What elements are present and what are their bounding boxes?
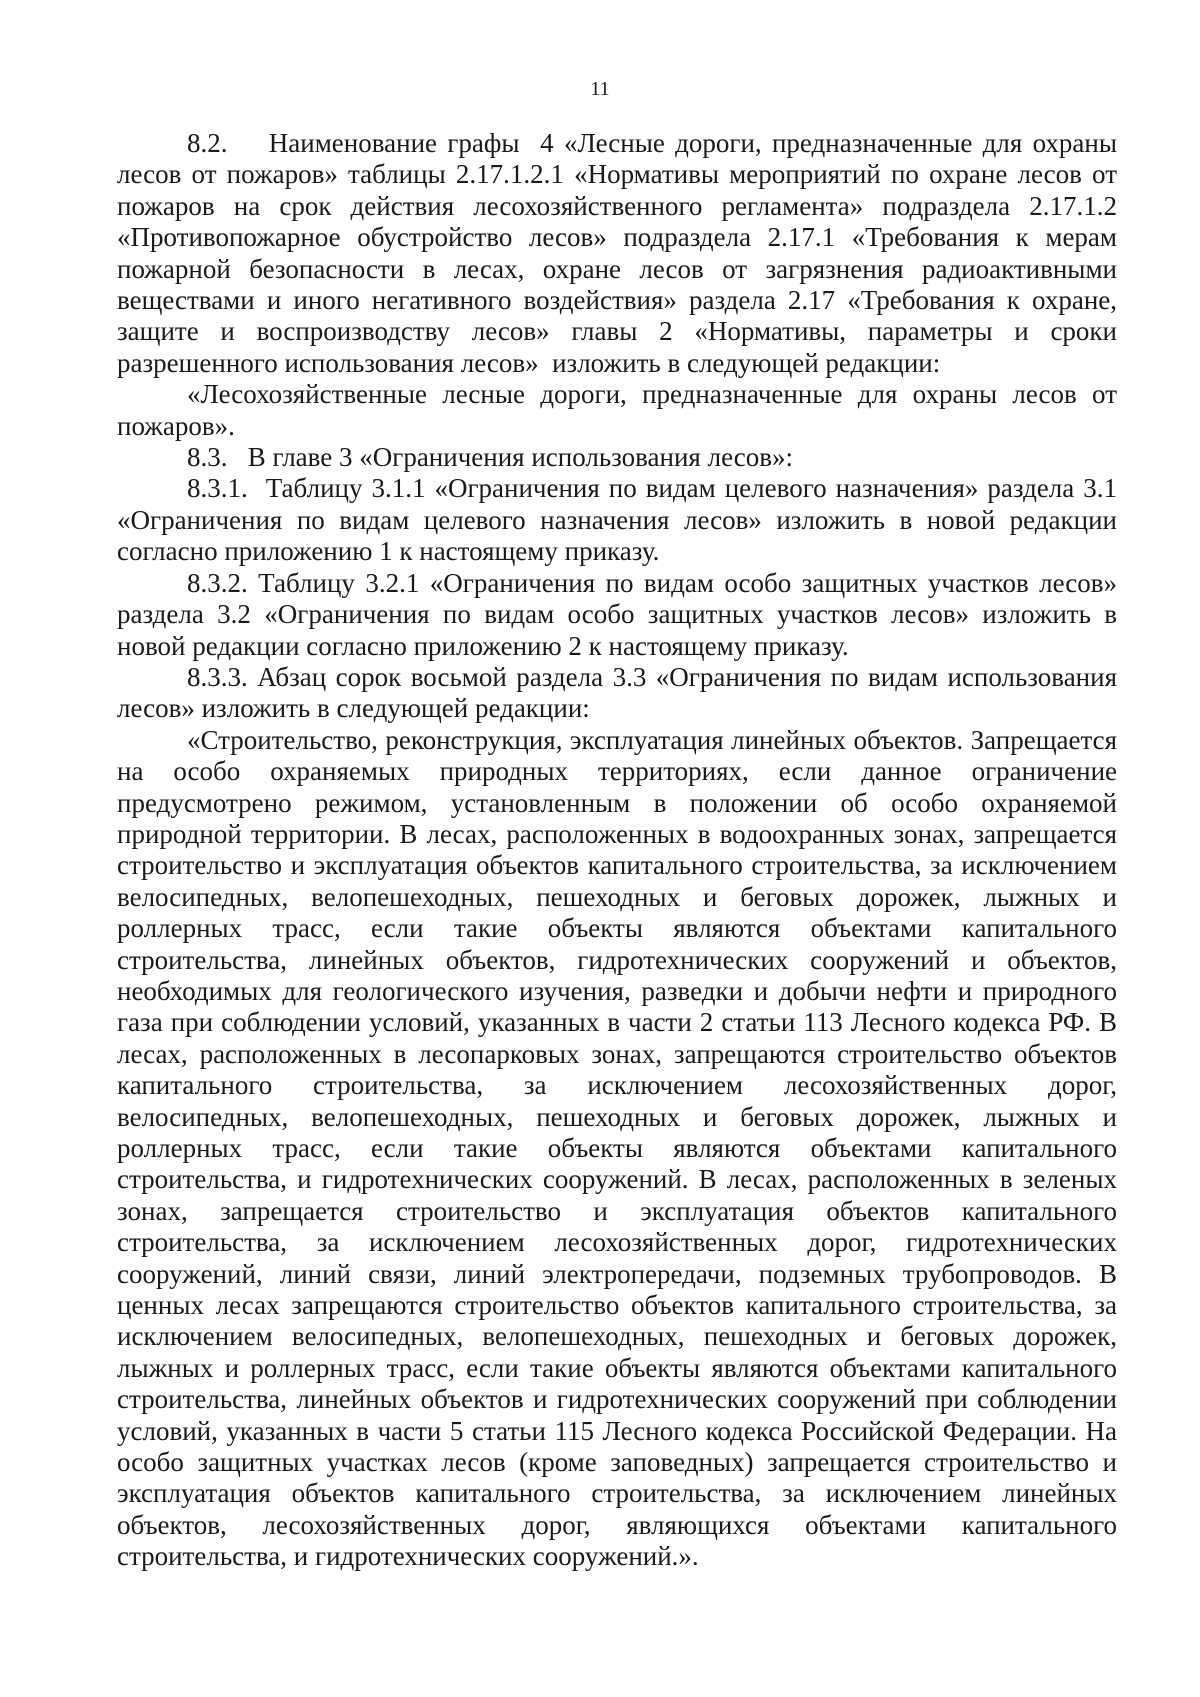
paragraph-8-3-3: 8.3.3. Абзац сорок восьмой раздела 3.3 «Ограничения по видам использования лесов» изложить в следующей редакции: — [117, 661, 1117, 724]
paragraph-8-3-2: 8.3.2. Таблицу 3.2.1 «Ограничения по видам особо защитных участков лесов» раздела 3.2 «Ограничения по видам особо защитных участков лесов» изложить в новой редакции согласно приложению 2 к настоящему приказу. — [117, 567, 1117, 661]
document-body — [117, 128, 1117, 1573]
paragraph-8-3-3-quote: «Строительство, реконструкция, эксплуатация линейных объектов. Запрещается на особо охраняемых природных территориях, если данное ограничение предусмотрено режимом, установленным в положении об особо охраняемой природной территории. В лесах, расположенных в водоохранных зонах, запрещается строительство и эксплуатация объектов капитального строительства, за исключением велосипедных, велопешеходных, пешеходных и беговых дорожек, лыжных и роллерных трасс, если такие объекты являются объектами капитального строительства, линейных объектов, гидротехнических сооружений и объектов, необходимых для геологического изучения, разведки и добычи нефти и природного газа при соблюдении условий, указанных в части 2 статьи 113 Лесного кодекса РФ. В лесах, расположенных в лесопарковых зонах, запрещаются строительство объектов капитального строительства, за исключением лесохозяйственных дорог, велосипедных, велопешеходных, пешеходных и беговых дорожек, лыжных и роллерных трасс, если такие объекты являются объектами капитального строительства, и гидротехнических сооружений. В лесах, расположенных в зеленых зонах, запрещается строительство и эксплуатация объектов капитального строительства, за исключением лесохозяйственных дорог, гидротехнических сооружений, линий связи, линий электропередачи, подземных трубопроводов. В ценных лесах запрещаются строительство объектов капитального строительства, за исключением велосипедных, велопешеходных, пешеходных и беговых дорожек, лыжных и роллерных трасс, если такие объекты являются объектами капитального строительства, линейных объектов и гидротехнических сооружений при соблюдении условий, указанных в части 5 статьи 115 Лесного кодекса Российской Федерации. На особо защитных участках лесов (кроме заповедных) запрещается строительство и эксплуатация объектов капитального строительства, за исключением линейных объектов, лесохозяйственных дорог, являющихся объектами капитального строительства, и гидротехнических сооружений.». — [117, 724, 1117, 1572]
paragraph-8-2-quote: «Лесохозяйственные лесные дороги, предназначенные для охраны лесов от пожаров». — [117, 379, 1117, 441]
paragraph-8-3: 8.3. В главе 3 «Ограничения использования лесов»: — [187, 442, 793, 473]
paragraph-8-2: 8.2. Наименование графы 4 «Лесные дороги, предназначенные для охраны лесов от пожаров» таблицы 2.17.1.2.1 «Нормативы мероприятий по охране лесов от пожаров на срок действия лесохозяйственного регламента» подраздела 2.17.1.2 «Противопожарное обустройство лесов» подраздела 2.17.1 «Требования к мерам пожарной безопасности в лесах, охране лесов от загрязнения радиоактивными веществами и иного негативного воздействия» раздела 2.17 «Требования к охране, защите и воспроизводству лесов» главы 2 «Нормативы, параметры и сроки разрешенного использования лесов» изложить в следующей редакции: — [117, 128, 1117, 378]
paragraph-8-3-1: 8.3.1. Таблицу 3.1.1 «Ограничения по видам целевого назначения» раздела 3.1 «Ограничения по видам целевого назначения лесов» изложить в новой редакции согласно приложению 1 к настоящему приказу. — [117, 473, 1117, 567]
page-number: 11 — [590, 78, 610, 100]
